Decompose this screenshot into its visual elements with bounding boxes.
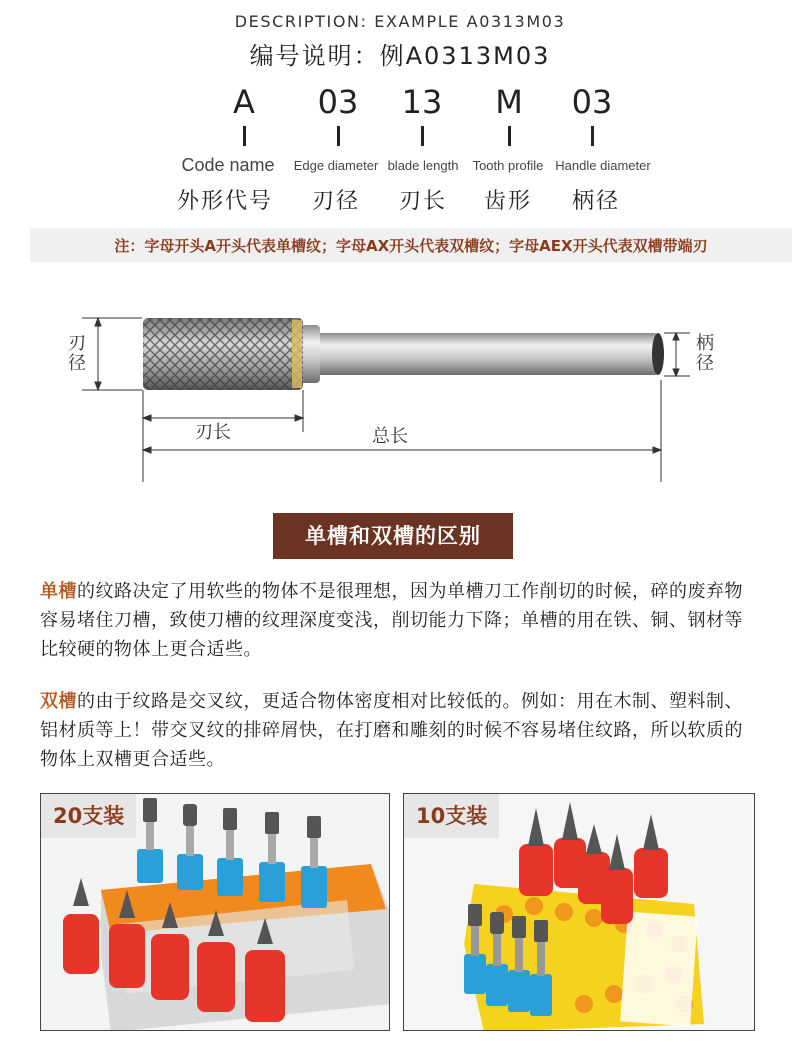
label-blade-length-en: blade length <box>387 158 459 173</box>
tool-head <box>143 318 303 390</box>
code-tick <box>508 126 511 146</box>
code-letter: 13 <box>401 83 443 121</box>
label-handle-diameter-cn: 柄径 <box>571 189 620 214</box>
code-part-handle <box>532 82 652 146</box>
label-tooth-profile-cn: 齿形 <box>483 189 532 214</box>
label-code-name-en: Code name <box>181 155 275 175</box>
code-tick <box>421 126 424 146</box>
paragraph-single-groove <box>40 577 760 664</box>
pack-tag-20: 20支装 <box>41 794 136 838</box>
paragraph-text: 的由于纹路是交叉纹，更适合物体密度相对比较低的。例如：用在木制、塑料制、铝材质等上！带交叉纹的排碎屑快，在打磨和雕刻的时候不容易堵住纹路，所以软质的物体上双槽更合适些。 <box>40 691 743 770</box>
label-edge-diameter-en: Edge diameter <box>293 158 379 173</box>
product-photo-20-pack <box>40 793 390 1031</box>
label-blade-length-dim: 刃长 <box>195 422 231 443</box>
code-letter: A <box>233 83 255 121</box>
paragraph-double-groove <box>40 687 760 774</box>
note-text: 注：字母开头A开头代表单槽纹；字母AX开头代表双槽纹；字母AEX开头代表双槽带端刃 <box>114 237 708 255</box>
tool-dimension-diagram <box>0 290 800 490</box>
code-tick <box>337 126 340 146</box>
highlight-term: 双槽 <box>40 691 77 712</box>
code-tick <box>243 126 246 146</box>
highlight-term: 单槽 <box>40 581 77 602</box>
note-bar <box>30 228 792 262</box>
label-handle-diameter-en: Handle diameter <box>555 158 651 173</box>
label-edge-diameter-cn: 刃径 <box>311 189 360 214</box>
label-edge-diameter-dim: 刃径 <box>68 333 86 374</box>
label-handle-diameter-dim: 柄径 <box>696 333 714 374</box>
product-photo-10-pack <box>403 793 755 1031</box>
tool-drawing <box>0 290 800 490</box>
section-title: 单槽和双槽的区别 <box>273 513 513 559</box>
paragraph-text: 的纹路决定了用软些的物体不是很理想，因为单槽刀工作削切的时候，碎的废弃物容易堵住刀槽，致使刀槽的纹理深度变浅，削切能力下降；单槽的用在铁、铜、钢材等比较硬的物体上更合适些。 <box>40 581 743 660</box>
description-title-en: DESCRIPTION: EXAMPLE A0313M03 <box>234 12 566 31</box>
code-letter: M <box>495 83 523 121</box>
label-code-name-cn: 外形代号 <box>176 189 273 214</box>
label-blade-length-cn: 刃长 <box>398 189 447 214</box>
label-tooth-profile-en: Tooth profile <box>472 158 544 173</box>
code-letter: 03 <box>317 83 359 121</box>
description-title-cn: 编号说明：例A0313M03 <box>249 42 551 70</box>
code-tick <box>591 126 594 146</box>
pack-tag-10: 10支装 <box>404 794 499 838</box>
code-letter: 03 <box>571 83 613 121</box>
tool-shank <box>300 325 664 383</box>
label-total-length-dim: 总长 <box>372 426 408 447</box>
